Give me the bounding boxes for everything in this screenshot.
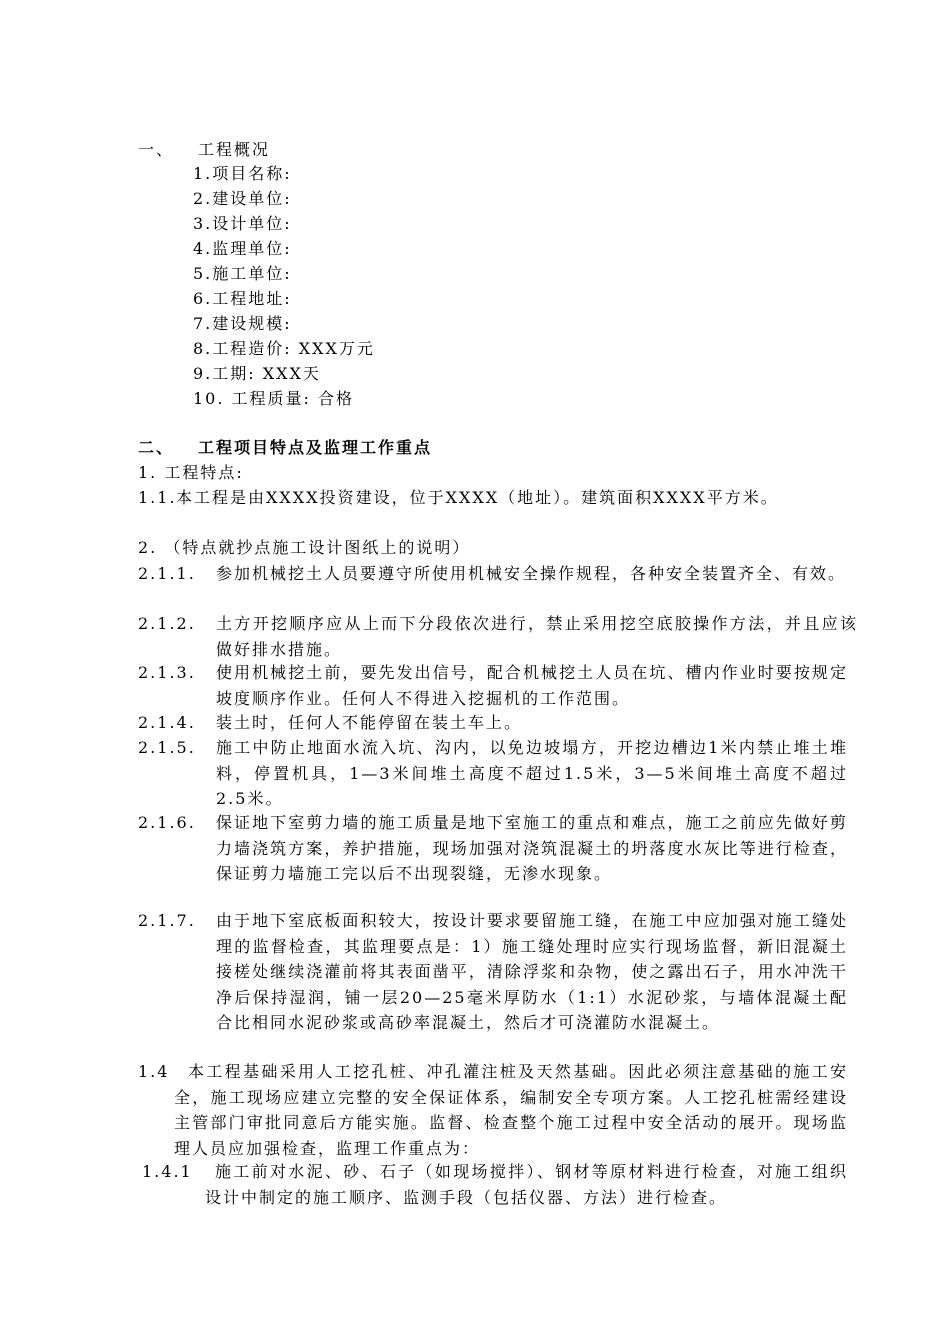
sub-text: 由于地下室底板面积较大，按设计要求要留施工缝，在施工中应加强对施工缝处理的监督检查，其监理要点是：1）施工缝处理时应实行现场监督，新旧混凝土接槎处继续浇灌前将其表面凿平，清除浮浆和杂物，使之露出石子，用水冲洗干净后保持湿润，铺一层20—25毫米厚防水（1:1）水泥砂浆，与墙体混凝土配合比相同水泥砂浆或高砂率混凝土，然后才可浇灌防水混凝土。 [216,911,848,1032]
sub-number: 2.1.2. [138,614,196,633]
project-item: 2.建设单位: [193,189,292,208]
para-text: 施工前对水泥、砂、石子（如现场搅拌）、钢材等原材料进行检查，对施工组织设计中制定的施工顺序、监测手段（包括仪器、方法）进行检查。 [205,1162,848,1207]
project-item: 8.工程造价: XXX万元 [193,339,375,358]
sub-text: 施工中防止地面水流入坑、沟内，以免边坡塌方，开挖边槽边1米内禁止堆土堆料，停置机具，1—3米间堆土高度不超过1.5米，3—5米间堆土高度不超过2.5米。 [216,738,848,808]
sub-text: 保证地下室剪力墙的施工质量是地下室施工的重点和难点，施工之前应先做好剪力墙浇筑方案，养护措施，现场加强对浇筑混凝土的坍落度水灰比等进行检查，保证剪力墙施工完以后不出现裂缝，无渗水现象。 [216,813,848,883]
para-number: 1.4 [138,1062,170,1081]
project-item: 1.项目名称: [193,164,292,183]
sub-number: 2.1.7. [138,911,196,930]
notes-label: 2. （特点就抄点施工设计图纸上的说明） [138,538,471,557]
section2-title: 工程项目特点及监理工作重点 [198,438,433,457]
section1-number: 一、 [138,140,175,159]
sub-number: 2.1.4. [138,713,196,732]
para-text: 本工程是由XXXX投资建设，位于XXXX（地址）。建筑面积XXXX平方米。 [176,488,779,507]
project-item: 10. 工程质量: 合格 [193,389,355,408]
sub-text: 装土时，任何人不能停留在装土车上。 [216,713,523,732]
sub-text: 土方开挖顺序应从上而下分段依次进行，禁止采用挖空底胶操作方法，并且应该做好排水措施。 [216,614,858,659]
sub-number: 2.1.5. [138,738,196,757]
sub-number: 2.1.6. [138,813,196,832]
para-number: 1.1. [138,488,177,507]
sub-text: 使用机械挖土前，要先发出信号，配合机械挖土人员在坑、槽内作业时要按规定坡度顺序作业。任何人不得进入挖掘机的工作范围。 [216,663,848,708]
section1-title: 工程概况 [198,140,271,159]
para-text: 本工程基础采用人工挖孔桩、冲孔灌注桩及天然基础。因此必须注意基础的施工安全，施工现场应建立完整的安全保证体系，编制安全专项方案。人工挖孔桩需经建设主管部门审批同意后方能实施。监督、检查整个施工过程中安全活动的展开。现场监理人员应加强检查，监理工作重点为： [174,1062,848,1158]
section2-number: 二、 [138,438,175,457]
project-item: 4.监理单位: [193,239,292,258]
project-item: 6.工程地址: [193,289,292,308]
project-item: 5.施工单位: [193,264,292,283]
sub-number: 2.1.1. [138,564,196,583]
sub-text: 参加机械挖土人员要遵守所使用机械安全操作规程，各种安全装置齐全、有效。 [216,564,847,583]
para-number: 1.4.1 [142,1162,193,1181]
project-item: 9.工期: XXX天 [193,364,321,383]
project-item: 7.建设规模: [193,314,292,333]
sub-number: 2.1.3. [138,663,196,682]
project-item: 3.设计单位: [193,214,292,233]
features-label: 1. 工程特点: [138,463,244,482]
